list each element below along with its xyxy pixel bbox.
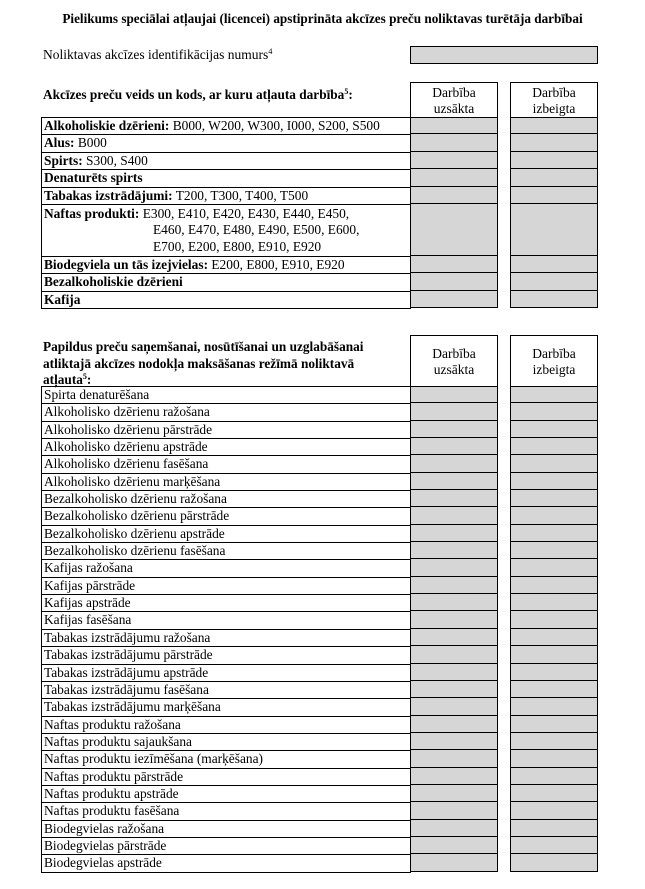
section2-row: Naftas produktu apstrāde <box>41 786 411 803</box>
stopped-cell[interactable] <box>511 386 597 403</box>
started-cell[interactable] <box>411 117 497 134</box>
stopped-cell[interactable] <box>511 421 597 438</box>
goods-type-name: Biodegviela un tās izejvielas: <box>44 256 209 272</box>
stopped-cell[interactable] <box>511 455 597 472</box>
section1-heading-text: Akcīzes preču veids un kods, ar kuru atļauta darbība <box>43 87 345 102</box>
stopped-cell[interactable] <box>511 169 597 186</box>
stopped-cell[interactable] <box>511 507 597 524</box>
stopped-cell[interactable] <box>511 542 597 559</box>
stopped-cell[interactable] <box>511 187 597 204</box>
stopped-cell[interactable] <box>511 768 597 785</box>
stopped-cell[interactable] <box>511 629 597 646</box>
stopped-cell[interactable] <box>511 577 597 594</box>
section2-row: Naftas produktu iezīmēšana (marķēšana) <box>41 751 411 768</box>
stopped-cell[interactable] <box>511 785 597 802</box>
started-cell[interactable] <box>411 559 497 576</box>
started-cell[interactable] <box>411 187 497 204</box>
section2-row: Tabakas izstrādājumu pārstrāde <box>41 647 411 664</box>
section1-col-started-text: Darbība uzsākta <box>432 85 476 116</box>
section1-row <box>41 153 411 170</box>
started-cell[interactable] <box>411 273 497 290</box>
warehouse-id-label-text: Noliktavas akcīzes identifikācijas numurs <box>43 47 269 62</box>
started-cell[interactable] <box>411 820 497 837</box>
section2-col-started-text: Darbība uzsākta <box>432 346 476 377</box>
started-cell[interactable] <box>411 169 497 186</box>
section2-row: Biodegvielas apstrāde <box>41 855 411 872</box>
stopped-cell[interactable] <box>511 152 597 169</box>
stopped-cell[interactable] <box>511 473 597 490</box>
section2-row: Kafijas apstrāde <box>41 595 411 612</box>
stopped-cell[interactable] <box>511 403 597 420</box>
section1-row <box>41 257 411 274</box>
started-cell[interactable] <box>411 837 497 854</box>
section2-row: Biodegvielas ražošana <box>41 821 411 838</box>
goods-type-codes: B000, W200, W300, I000, S200, S500 <box>169 118 380 133</box>
section2-heading <box>43 339 363 389</box>
stopped-cell[interactable] <box>511 664 597 681</box>
section2-row: Alkoholisko dzērienu ražošana <box>41 404 411 421</box>
stopped-cell[interactable] <box>511 733 597 750</box>
section1-row <box>41 118 411 135</box>
section2-row: Alkoholisko dzērienu apstrāde <box>41 439 411 456</box>
footnote-5: 5 <box>344 87 349 96</box>
started-cell[interactable] <box>411 490 497 507</box>
goods-type-name: Alus: <box>44 135 75 151</box>
started-cell[interactable] <box>411 750 497 767</box>
started-cell[interactable] <box>411 768 497 785</box>
section2-col-stopped-text: Darbība izbeigta <box>532 346 576 377</box>
section1-row <box>41 188 411 205</box>
section2-heading-line1: Papildus preču saņemšanai, nosūtīšanai un uzglabāšanai <box>43 339 364 354</box>
page-title: Pielikums speciālai atļaujai (licencei) apstiprināta akcīzes preču noliktavas turētāja darbībai <box>62 11 583 26</box>
section2-row: Naftas produktu ražošana <box>41 717 411 734</box>
stopped-cell[interactable] <box>511 134 597 151</box>
section2-row: Bezalkoholisko dzērienu pārstrāde <box>41 508 411 525</box>
stopped-cell[interactable] <box>511 646 597 663</box>
section2-row: Alkoholisko dzērienu pārstrāde <box>41 422 411 439</box>
goods-type-name: Tabakas izstrādājumi: <box>44 187 173 203</box>
section2-stopped-column <box>510 386 598 872</box>
section2-started-column <box>410 386 498 872</box>
started-cell[interactable] <box>411 646 497 663</box>
started-cell[interactable] <box>411 681 497 698</box>
section1-heading-suffix: : <box>348 87 353 102</box>
stopped-cell[interactable] <box>511 204 597 256</box>
section2-heading-line2: atliktajā akcīzes nodokļa maksāšanas režīmā noliktavā <box>43 355 355 371</box>
started-cell[interactable] <box>411 256 497 273</box>
started-cell[interactable] <box>411 152 497 169</box>
started-cell[interactable] <box>411 802 497 819</box>
stopped-cell[interactable] <box>511 802 597 819</box>
stopped-cell[interactable] <box>511 750 597 767</box>
started-cell[interactable] <box>411 542 497 559</box>
stopped-cell[interactable] <box>511 698 597 715</box>
section2-row: Tabakas izstrādājumu fasēšana <box>41 682 411 699</box>
section2-row: Bezalkoholisko dzērienu ražošana <box>41 491 411 508</box>
section2-col-started <box>410 335 498 387</box>
started-cell[interactable] <box>411 664 497 681</box>
section1-row <box>41 274 411 291</box>
started-cell[interactable] <box>411 403 497 420</box>
section2-row: Tabakas izstrādājumu marķēšana <box>41 699 411 716</box>
section2-row: Spirta denaturēšana <box>41 387 411 404</box>
section2-col-stopped <box>510 335 598 387</box>
started-cell[interactable] <box>411 785 497 802</box>
stopped-cell[interactable] <box>511 594 597 611</box>
section1-started-column <box>410 117 498 308</box>
goods-type-codes: E200, E800, E910, E920 <box>208 256 345 272</box>
goods-type-name: Denaturēts spirts <box>44 170 143 186</box>
started-cell[interactable] <box>411 438 497 455</box>
section2-row: Kafijas ražošana <box>41 560 411 577</box>
started-cell[interactable] <box>411 733 497 750</box>
section2-row: Naftas produktu pārstrāde <box>41 769 411 786</box>
started-cell[interactable] <box>411 455 497 472</box>
stopped-cell[interactable] <box>511 837 597 854</box>
stopped-cell[interactable] <box>511 854 597 871</box>
section1-row <box>41 170 411 187</box>
started-cell[interactable] <box>411 698 497 715</box>
section2-heading-line3-text: atļauta <box>43 372 83 387</box>
goods-type-name: Kafija <box>44 291 81 307</box>
section1-row <box>41 292 411 309</box>
started-cell[interactable] <box>411 629 497 646</box>
section1-table <box>41 117 411 309</box>
stopped-cell[interactable] <box>511 490 597 507</box>
goods-type-codes: E300, E410, E420, E430, E440, E450, <box>139 205 350 221</box>
started-cell[interactable] <box>411 291 497 308</box>
started-cell[interactable] <box>411 594 497 611</box>
started-cell[interactable] <box>411 134 497 151</box>
goods-type-name: Naftas produkti: <box>44 205 140 221</box>
warehouse-id-field[interactable] <box>410 46 598 64</box>
section2-row: Tabakas izstrādājumu apstrāde <box>41 665 411 682</box>
goods-type-codes: B000 <box>74 135 107 151</box>
started-cell[interactable] <box>411 716 497 733</box>
stopped-cell[interactable] <box>511 525 597 542</box>
section2-heading-suffix: : <box>86 372 92 387</box>
started-cell[interactable] <box>411 525 497 542</box>
section2-row: Tabakas izstrādājumu ražošana <box>41 630 411 647</box>
section1-col-stopped <box>510 82 598 118</box>
section2-row: Kafijas fasēšana <box>41 612 411 629</box>
section2-row: Naftas produktu sajaukšana <box>41 734 411 751</box>
section2-row: Alkoholisko dzērienu fasēšana <box>41 456 411 473</box>
stopped-cell[interactable] <box>511 681 597 698</box>
section1-row <box>41 135 411 152</box>
stopped-cell[interactable] <box>511 291 597 308</box>
goods-type-codes-cont: E700, E200, E800, E910, E920 <box>153 238 322 254</box>
section1-col-started <box>410 82 498 118</box>
stopped-cell[interactable] <box>511 611 597 628</box>
goods-type-codes: S300, S400 <box>82 152 148 168</box>
started-cell[interactable] <box>411 854 497 871</box>
stopped-cell[interactable] <box>511 117 597 134</box>
section2-row: Bezalkoholisko dzērienu apstrāde <box>41 526 411 543</box>
started-cell[interactable] <box>411 473 497 490</box>
footnote-5b: 5 <box>82 372 87 381</box>
footnote-4: 4 <box>268 47 273 56</box>
section2-row: Alkoholisko dzērienu marķēšana <box>41 474 411 491</box>
section2-row: Bezalkoholisko dzērienu fasēšana <box>41 543 411 560</box>
warehouse-id-label <box>43 48 272 62</box>
started-cell[interactable] <box>411 577 497 594</box>
stopped-cell[interactable] <box>511 559 597 576</box>
goods-type-codes-cont: E460, E470, E480, E490, E500, E600, <box>153 222 360 238</box>
section1-stopped-column <box>510 117 598 308</box>
section1-row <box>41 205 411 257</box>
section2-row: Kafijas pārstrāde <box>41 578 411 595</box>
section1-heading <box>43 88 353 101</box>
section2-row: Biodegvielas pārstrāde <box>41 838 411 855</box>
stopped-cell[interactable] <box>511 716 597 733</box>
section1-col-stopped-text: Darbība izbeigta <box>532 85 576 116</box>
started-cell[interactable] <box>411 611 497 628</box>
started-cell[interactable] <box>411 507 497 524</box>
goods-type-codes: T200, T300, T400, T500 <box>172 187 309 203</box>
started-cell[interactable] <box>411 386 497 403</box>
stopped-cell[interactable] <box>511 438 597 455</box>
goods-type-name: Bezalkoholiskie dzērieni <box>44 274 183 290</box>
started-cell[interactable] <box>411 204 497 256</box>
stopped-cell[interactable] <box>511 820 597 837</box>
goods-type-name: Spirts: <box>44 152 83 168</box>
section2-table <box>41 386 411 873</box>
stopped-cell[interactable] <box>511 256 597 273</box>
goods-type-name: Alkoholiskie dzērieni: <box>44 118 170 133</box>
stopped-cell[interactable] <box>511 273 597 290</box>
section2-row: Naftas produktu fasēšana <box>41 803 411 820</box>
started-cell[interactable] <box>411 421 497 438</box>
